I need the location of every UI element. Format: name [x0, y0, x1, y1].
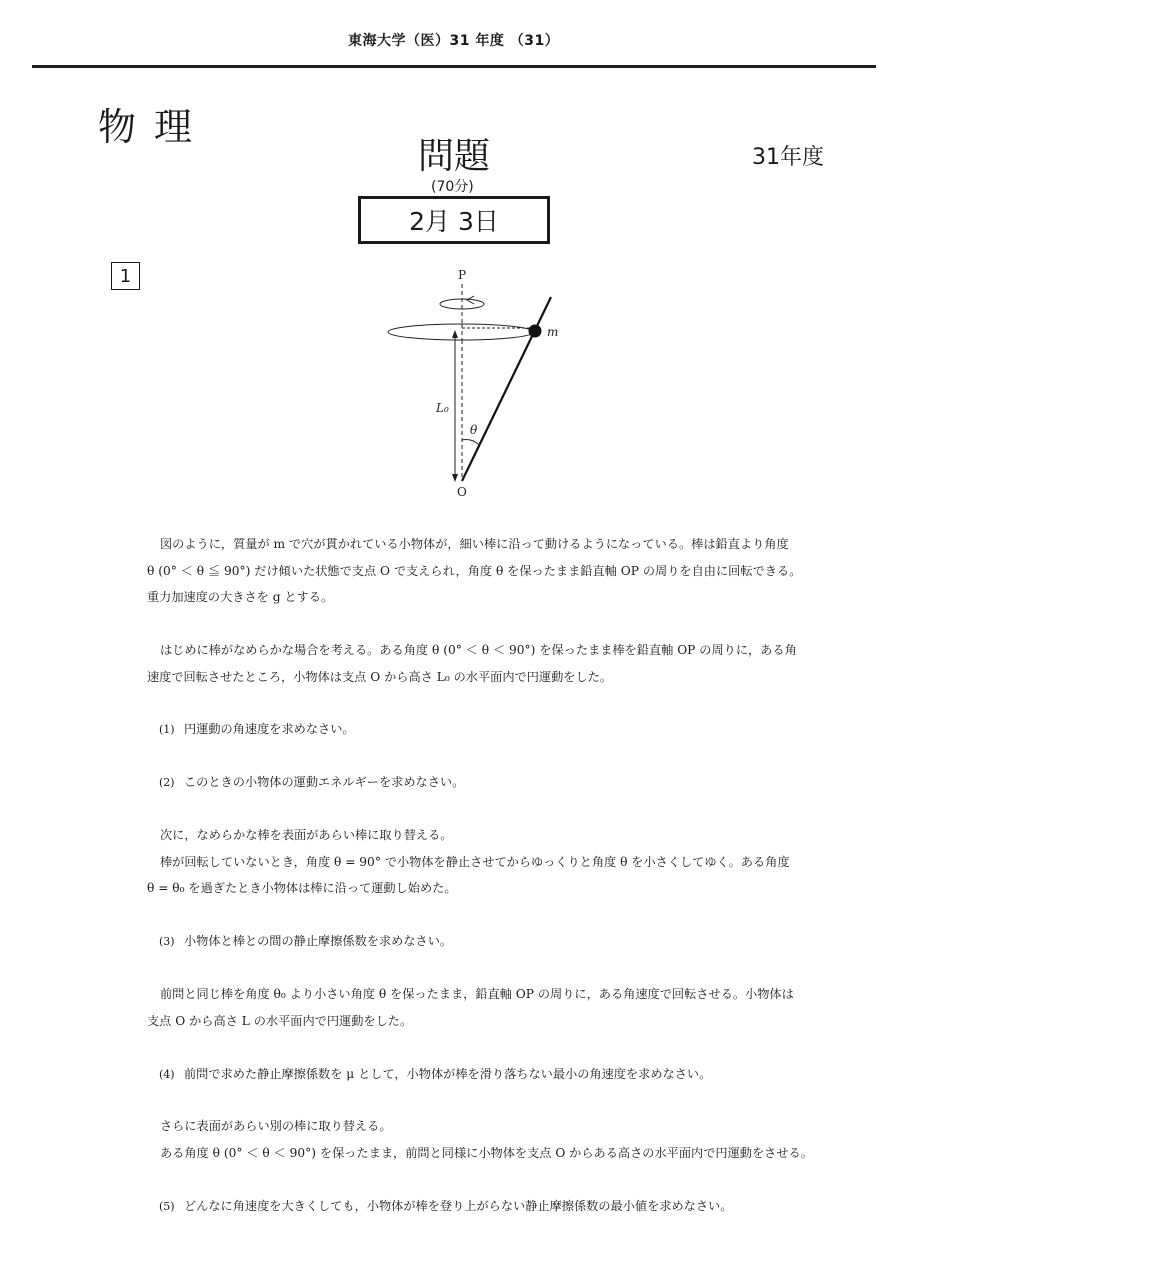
question-text: このときの小物体の運動エネルギーを求めなさい。 — [184, 775, 465, 789]
text-line: ある角度 θ (0° ＜ θ ＜ 90°) を保ったまま，前問と同様に小物体を支点 O からある高さの水平面内で円運動をさせる。 — [160, 1145, 813, 1160]
label-theta: θ — [470, 423, 478, 437]
height-arrow-icon — [452, 330, 458, 482]
running-header: 東海大学（医）31 年度 （31） — [348, 33, 560, 49]
question-text: 円運動の角速度を求めなさい。 — [184, 722, 355, 736]
text-line: 前問と同じ棒を角度 θ₀ より小さい角度 θ を保ったまま，鉛直軸 OP の周りに，ある角速度で回転させる。小物体は — [160, 987, 794, 1001]
question-3 — [147, 928, 807, 956]
mass-ball-icon — [529, 325, 542, 338]
question-number: (1) — [159, 723, 175, 736]
text-line: θ (0° ＜ θ ≦ 90°) だけ傾いた状態で支点 O で支えられ，角度 θ を保ったまま鉛直軸 OP の周りを自由に回転できる。 — [147, 563, 802, 578]
question-text: どんなに角速度を大きくしても，小物体が棒を登り上がらない静止摩擦係数の最小値を求めなさい。 — [184, 1199, 733, 1213]
question-number: (4) — [159, 1068, 175, 1081]
text-line: 図のように，質量が m で穴が貫かれている小物体が，細い棒に沿って動けるようになっている。棒は鉛直より角度 — [160, 537, 789, 551]
exam-duration: (70分) — [431, 179, 474, 195]
year-label: 31年度 — [752, 145, 824, 170]
question-1 — [147, 716, 807, 744]
question-5 — [147, 1193, 807, 1221]
text-line: 支点 O から高さ L の水平面内で円運動をした。 — [147, 1013, 413, 1028]
text-line: 重力加速度の大きさを g とする。 — [147, 590, 334, 604]
question-number: (5) — [159, 1200, 175, 1213]
exam-date: 2月 3日 — [409, 207, 499, 236]
problem-number: 1 — [119, 265, 132, 287]
question-4 — [147, 1061, 807, 1089]
text-line: さらに表面があらい別の棒に取り替える。 — [160, 1119, 392, 1133]
text-line: 次に，なめらかな棒を表面があらい棒に取り替える。 — [160, 828, 453, 842]
paragraph-intro — [147, 531, 807, 611]
text-line: 速度で回転させたところ，小物体は支点 O から高さ L₀ の水平面内で円運動をした。 — [147, 669, 613, 684]
paragraph-smooth-rod — [147, 637, 807, 690]
paragraph-another-rod — [147, 1113, 813, 1166]
text-line: θ = θ₀ を過ぎたとき小物体は棒に沿って運動し始めた。 — [147, 881, 457, 895]
text-line: 棒が回転していないとき，角度 θ = 90° で小物体を静止させてからゆっくりと角度 θ を小さくしてゆく。ある角度 — [160, 854, 790, 869]
text-line: はじめに棒がなめらかな場合を考える。ある角度 θ (0° ＜ θ ＜ 90°) を保ったまま棒を鉛直軸 OP の周りに，ある角 — [160, 643, 797, 657]
question-number: (3) — [159, 935, 175, 948]
header-rule — [32, 65, 876, 68]
section-title: 問題 — [418, 136, 491, 177]
label-o: O — [457, 485, 467, 499]
label-l0: L₀ — [436, 401, 449, 415]
label-m: m — [547, 325, 559, 339]
question-2 — [147, 769, 807, 797]
paragraph-rough-rod — [147, 822, 807, 902]
orbit-ellipse — [388, 324, 534, 340]
paragraph-rotate-rough — [147, 981, 807, 1034]
question-text: 小物体と棒との間の静止摩擦係数を求めなさい。 — [184, 934, 453, 948]
physics-diagram — [380, 262, 580, 502]
angle-arc — [462, 440, 479, 445]
question-number: (2) — [159, 776, 175, 789]
exam-date-box — [358, 196, 550, 244]
question-text: 前問で求めた静止摩擦係数を μ として，小物体が棒を滑り落ちない最小の角速度を求めなさい。 — [184, 1067, 712, 1081]
label-p: P — [458, 268, 467, 282]
subject-title: 物理 — [98, 105, 211, 149]
problem-number-box — [111, 262, 140, 290]
